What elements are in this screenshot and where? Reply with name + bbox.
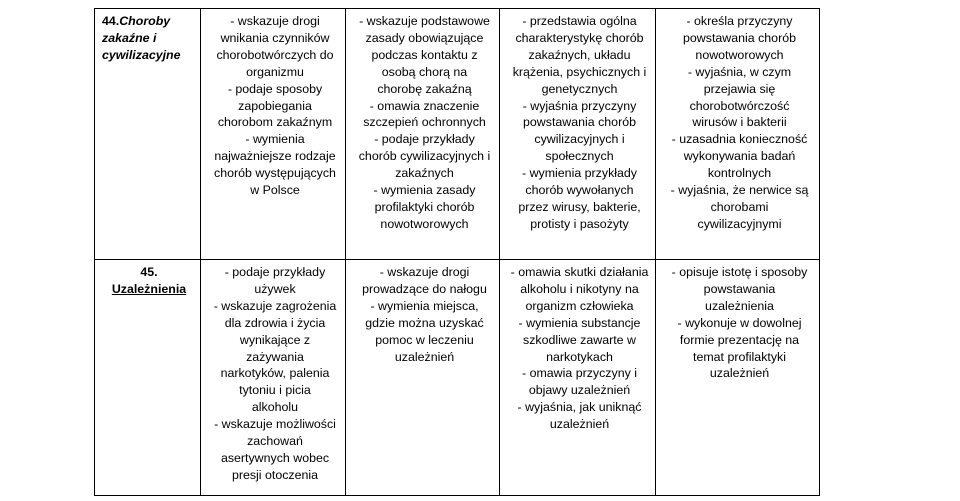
requirement-line: - podaje przykłady: [224, 265, 326, 279]
requirement-line: zasady obowiązujące: [365, 30, 484, 45]
requirement-line: - wskazuje możliwości: [214, 417, 336, 432]
requirement-line: nowotworowych: [380, 216, 469, 231]
requirement-line: chorób wywołanych: [525, 183, 634, 198]
requirement-line: chorobotwórczych do: [216, 47, 334, 62]
requirement-line: chorobę zakaźną: [377, 81, 472, 96]
topic-title-line: cywilizacyjne: [102, 47, 181, 62]
requirement-line: alkoholu i nikotyny na: [520, 281, 639, 296]
requirement-line: - wymienia przykłady: [522, 166, 637, 181]
requirement-line: organizm człowieka: [525, 298, 634, 313]
requirement-line: prowadzące do nałogu: [362, 281, 487, 296]
requirement-line: - wykonuje w dowolnej: [677, 315, 802, 330]
topic-number: 45.: [140, 265, 158, 279]
requirement-line: chorobami: [710, 199, 769, 214]
requirement-line: nowotworowych: [695, 47, 784, 62]
requirement-line: przez wirusy, bakterie,: [518, 199, 641, 214]
requirement-line: cywilizacyjnych i: [534, 132, 625, 147]
requirement-line: uzależnienia: [705, 298, 774, 313]
requirement-line: osobą chorą na: [381, 64, 468, 79]
requirement-line: organizmu: [246, 64, 304, 79]
requirement-line: narkotyków, palenia: [220, 366, 330, 381]
requirement-line: charakterystykę chorób: [515, 30, 644, 45]
requirement-line: chorobotwórczość: [689, 98, 790, 113]
requirements-cell: [500, 260, 656, 496]
requirement-line: gdzie można uzyskać: [365, 315, 484, 330]
requirement-line: uzależnień: [394, 349, 455, 364]
requirement-line: społecznych: [545, 149, 614, 164]
requirement-line: szkodliwe zawarte w: [523, 332, 636, 347]
requirement-line: chorób występujących: [214, 166, 336, 181]
requirement-line: objawy uzależnień: [528, 383, 631, 398]
requirement-line: - wskazuje zagrożenia: [213, 298, 337, 313]
requirement-line: protisty i pasożyty: [530, 216, 629, 231]
requirements-table: [94, 8, 960, 496]
requirement-line: alkoholu: [251, 400, 299, 415]
requirement-line: - wyjaśnia przyczyny: [522, 98, 637, 113]
requirements-cell: [656, 260, 820, 496]
requirement-line: - podaje przykłady: [374, 132, 475, 147]
requirement-line: - opisuje istotę i sposoby: [671, 265, 808, 279]
requirement-line: genetycznych: [541, 81, 618, 96]
requirement-line: - wskazuje podstawowe: [359, 14, 490, 28]
requirement-line: profilaktyki chorób: [374, 199, 475, 214]
requirement-line: wirusów i bakterii: [692, 115, 787, 130]
requirement-line: - omawia przyczyny i: [522, 366, 637, 381]
requirement-line: - wyjaśnia, jak uniknąć: [517, 400, 642, 415]
requirement-line: - wskazuje drogi: [230, 14, 320, 28]
requirement-line: podczas kontaktu z: [371, 47, 478, 62]
requirement-line: chorób cywilizacyjnych i: [358, 149, 491, 164]
requirement-line: powstawania: [703, 281, 776, 296]
requirement-line: krążenia, psychicznych i: [512, 64, 647, 79]
requirement-line: presji otoczenia: [231, 467, 319, 482]
topic-cell: [95, 9, 201, 260]
requirements-cell: [346, 260, 500, 496]
table-row: [95, 9, 960, 260]
requirement-line: powstawania chorób: [683, 30, 796, 45]
topic-title-line: zakaźne i: [102, 30, 157, 45]
requirements-cell: [656, 9, 820, 260]
topic-title-line: Uzależnienia: [111, 281, 187, 296]
requirement-line: - wyjaśnia, że nerwice są: [670, 183, 809, 198]
requirement-line: - wyjaśnia, w czym: [687, 64, 792, 79]
requirement-line: uzależnień: [709, 366, 770, 381]
requirement-line: narkotykach: [546, 349, 613, 364]
requirement-line: powstawania chorób: [523, 115, 636, 130]
requirement-line: w Polsce: [250, 183, 300, 198]
requirement-line: - omawia skutki działania: [510, 265, 649, 279]
requirement-line: - wymienia substancje: [518, 315, 641, 330]
topic-title-line: Choroby: [119, 14, 171, 28]
requirement-line: - wymienia zasady: [373, 183, 476, 198]
requirement-line: dla zdrowia i życia: [224, 315, 326, 330]
requirement-line: - omawia znaczenie: [369, 98, 480, 113]
requirement-line: zapobiegania: [238, 98, 312, 113]
requirement-line: formie prezentację na: [679, 332, 800, 347]
requirement-line: - określa przyczyny: [686, 14, 793, 28]
requirement-line: najważniejsze rodzaje: [214, 149, 336, 164]
requirement-line: tytoniu i picia: [239, 383, 311, 398]
requirement-line: uzależnień: [549, 417, 610, 432]
requirements-cell: [201, 260, 346, 496]
requirement-line: przejawia się: [703, 81, 776, 96]
table-row: [95, 260, 960, 496]
requirement-line: - uzasadnia konieczność: [671, 132, 808, 147]
requirement-line: wnikania czynników: [220, 30, 330, 45]
requirement-line: asertywnych wobec: [220, 450, 330, 465]
requirement-line: zażywania: [246, 349, 304, 364]
requirement-line: - wymienia miejsca,: [370, 298, 479, 313]
requirement-line: zakaźnych, układu: [528, 47, 631, 62]
requirement-line: kontrolnych: [707, 166, 772, 181]
requirement-line: - wymienia: [245, 132, 305, 147]
requirement-line: - przedstawia ogólna: [522, 14, 637, 28]
requirement-line: temat profilaktyki: [693, 349, 786, 364]
requirements-cell: [201, 9, 346, 260]
requirements-cell: [500, 9, 656, 260]
requirement-line: wynikające z: [239, 332, 311, 347]
requirement-line: - wskazuje drogi: [379, 265, 470, 279]
requirement-line: zachowań: [247, 434, 303, 449]
requirement-line: wykonywania badań: [683, 149, 796, 164]
requirement-line: szczepień ochronnych: [363, 115, 486, 130]
requirement-line: zakaźnych: [395, 166, 454, 181]
requirements-cell: [346, 9, 500, 260]
requirement-line: pomoc w leczeniu: [375, 332, 474, 347]
requirement-line: cywilizacyjnymi: [697, 216, 782, 231]
requirement-line: - podaje sposoby: [227, 81, 323, 96]
requirement-line: używek: [254, 281, 296, 296]
topic-number: 44.: [102, 14, 120, 28]
requirement-line: chorobom zakaźnym: [217, 115, 333, 130]
topic-cell: [95, 260, 201, 496]
